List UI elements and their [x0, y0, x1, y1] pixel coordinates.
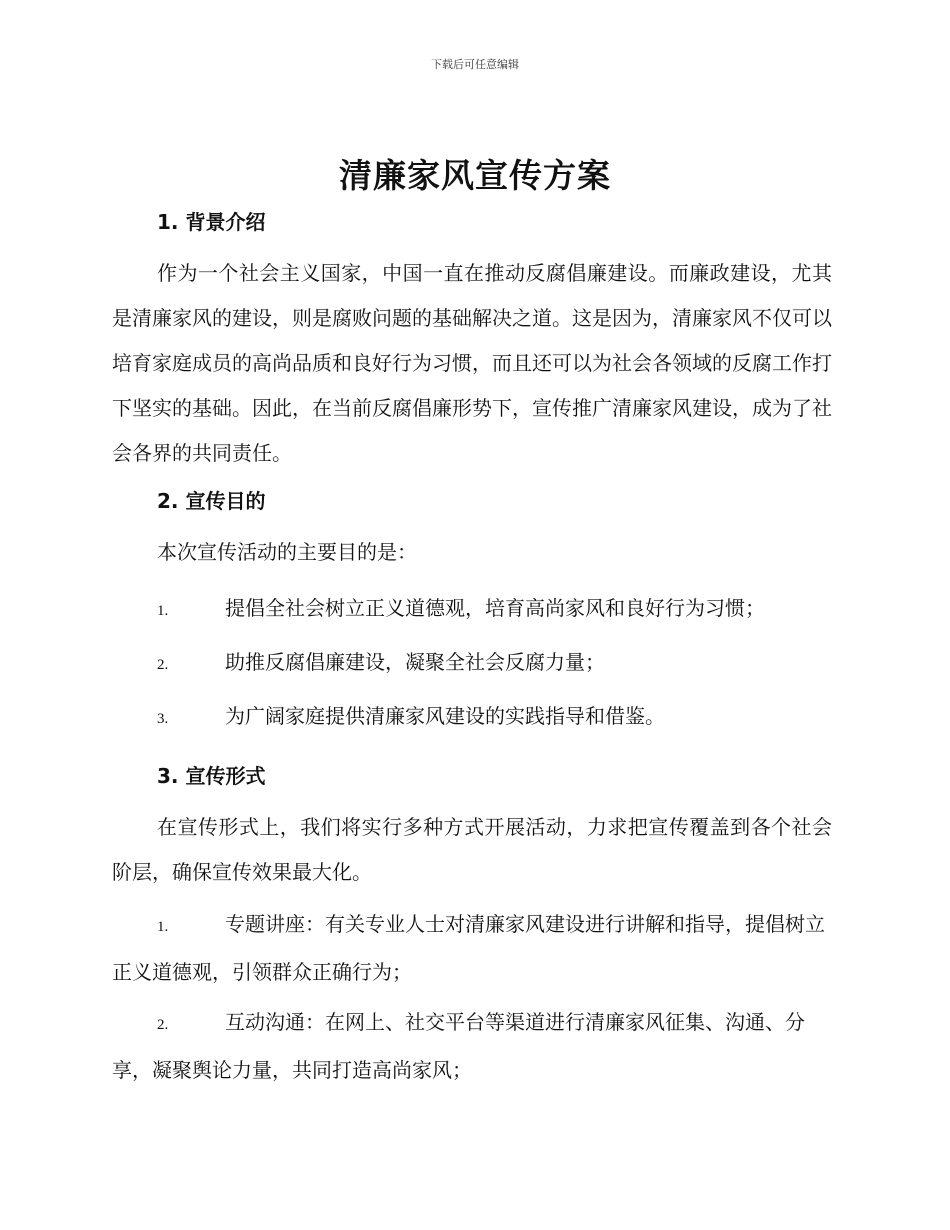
paragraph-format-intro: 在宣传形式上，我们将实行多种方式开展活动，力求把宣传覆盖到各个社会阶层，确保宣传效果最大化。 [112, 815, 832, 884]
section-heading-format: 3. 宣传形式 [157, 764, 266, 788]
document-title: 清廉家风宣传方案 [339, 156, 611, 195]
list-item-number: 1. [157, 919, 169, 935]
list-item-number: 1. [157, 603, 169, 619]
list-item-number: 2. [157, 1017, 169, 1033]
list-item [112, 1000, 832, 1093]
header-note: 下载后可任意编辑 [431, 58, 519, 71]
paragraph-background: 作为一个社会主义国家，中国一直在推动反腐倡廉建设。而廉政建设，尤其是清廉家风的建设，则是腐败问题的基础解决之道。这是因为，清廉家风不仅可以培育家庭成员的高尚品质和良好行为习惯，而且还可以为社会各领域的反腐工作打下坚实的基础。因此，在当前反腐倡廉形势下，宣传推广清廉家风建设，成为了社会各界的共同责任。 [112, 261, 832, 465]
list-item [112, 694, 832, 742]
section-heading-purpose: 2. 宣传目的 [157, 489, 266, 513]
list-item [112, 586, 832, 634]
list-item-text: 助推反腐倡廉建设，凝聚全社会反腐力量； [225, 650, 605, 674]
section-heading-background: 1. 背景介绍 [157, 210, 266, 234]
paragraph-purpose-intro: 本次宣传活动的主要目的是： [157, 540, 417, 564]
list-item [112, 640, 832, 688]
list-item [112, 902, 832, 995]
list-item-text: 为广阔家庭提供清廉家风建设的实践指导和借鉴。 [225, 704, 665, 728]
list-item-number: 3. [157, 711, 169, 727]
list-item-text: 提倡全社会树立正义道德观，培育高尚家风和良好行为习惯； [225, 596, 765, 620]
list-item-text: 专题讲座：有关专业人士对清廉家风建设进行讲解和指导，提倡树立正义道德观，引领群众正确行为； [112, 912, 825, 984]
list-item-number: 2. [157, 657, 169, 673]
list-item-text: 互动沟通：在网上、社交平台等渠道进行清廉家风征集、沟通、分享，凝聚舆论力量，共同打造高尚家风； [112, 1010, 805, 1082]
